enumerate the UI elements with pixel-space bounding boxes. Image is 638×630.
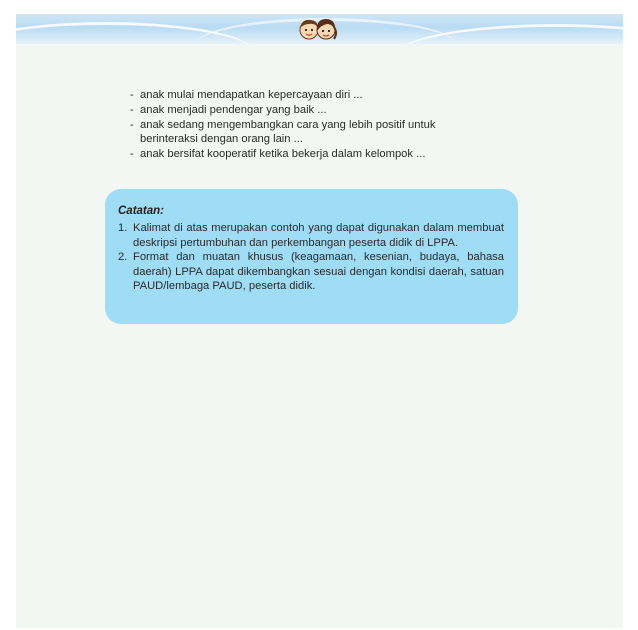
note-item xyxy=(118,221,504,250)
note-box xyxy=(105,189,518,324)
list-item: - anak mulai mendapatkan kepercayaan diri ... xyxy=(130,89,363,101)
list-item-text: anak bersifat kooperatif ketika bekerja dalam kelompok ... xyxy=(140,148,426,161)
bullet-list xyxy=(130,88,490,162)
note-title: Catatan: xyxy=(118,205,165,217)
list-item-text: anak mulai mendapatkan kepercayaan diri ... xyxy=(140,89,363,101)
note-item-text: Kalimat di atas merupakan contoh yang dapat digunakan dalam membuat deskripsi pertumbuhan dan perkembangan peserta didik di LPPA. xyxy=(133,222,504,249)
list-item: - anak bersifat kooperatif ketika bekerja dalam kelompok ... xyxy=(130,148,426,161)
list-item-text: anak menjadi pendengar yang baik ... xyxy=(140,103,327,116)
list-item: - anak menjadi pendengar yang baik ... xyxy=(130,103,327,116)
list-item: - anak sedang mengembangkan cara yang lebih positif untuk berinteraksi dengan orang lain ... xyxy=(130,118,436,146)
note-item-number: 2. xyxy=(118,251,128,264)
kids-faces-icon xyxy=(296,17,338,41)
note-item xyxy=(118,250,504,294)
note-list xyxy=(118,221,504,294)
list-item-text: anak sedang mengembangkan cara yang lebih positif untuk berinteraksi dengan orang lain ... xyxy=(140,118,436,146)
note-item-number: 1. xyxy=(118,222,128,234)
note-item-text: Format dan muatan khusus (keagamaan, kesenian, budaya, bahasa daerah) LPPA dapat dikembangkan sesuai dengan kondisi daerah, satuan PAUD/lembaga PAUD, peserta didik. xyxy=(133,251,504,293)
